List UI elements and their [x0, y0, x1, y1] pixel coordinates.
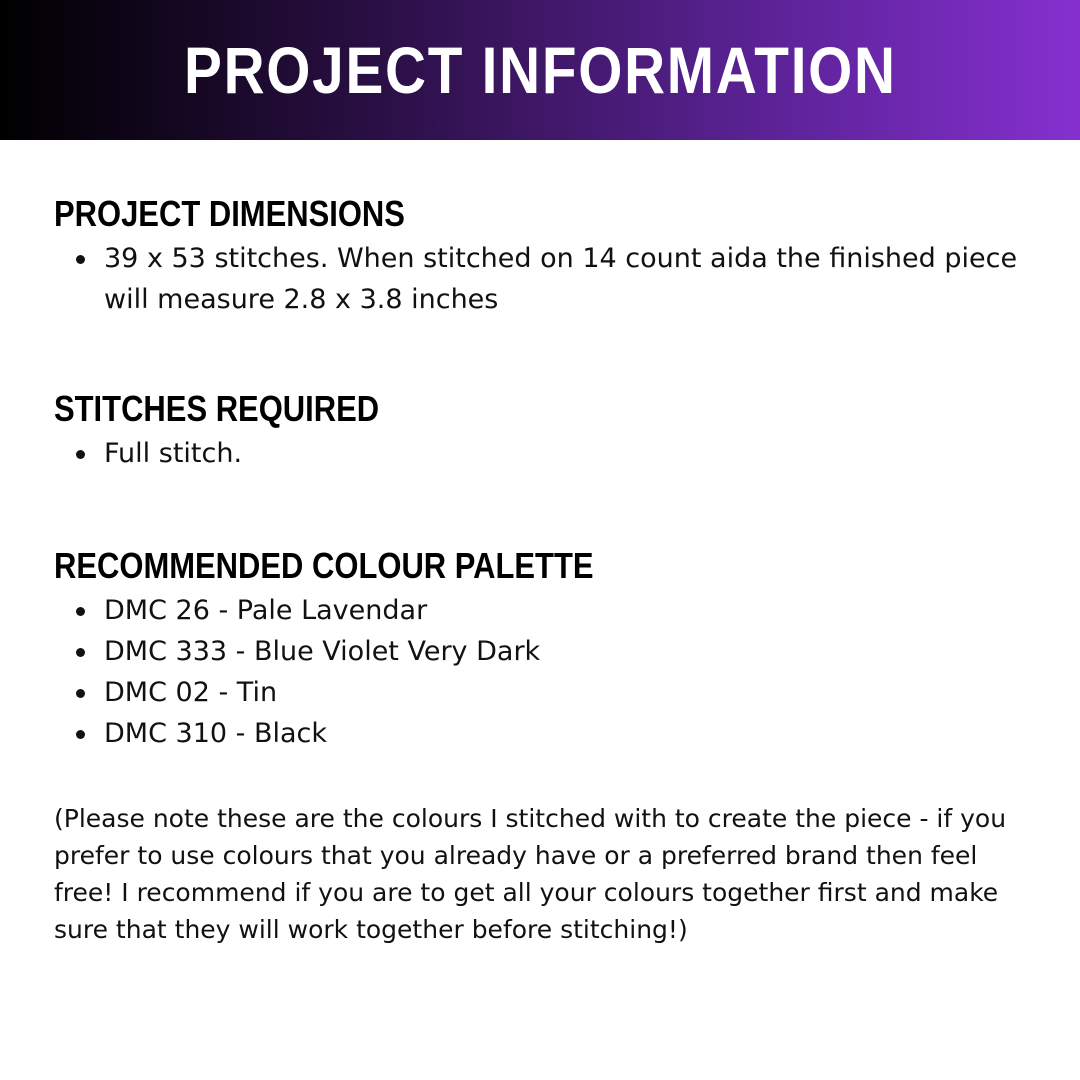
list-item: DMC 02 - Tin — [54, 672, 1034, 713]
list-item: Full stitch. — [54, 433, 1034, 474]
stitches-list — [54, 433, 1034, 474]
section-stitches-required — [54, 385, 1034, 474]
list-item: DMC 333 - Blue Violet Very Dark — [54, 631, 1034, 672]
colour-note: (Please note these are the colours I stitched with to create the piece - if you prefer to use colours that you already have or a preferred brand then feel free! I recommend if you are to get all your colours together first and make sure that they will work together before stitching!) — [54, 804, 1007, 944]
section-project-dimensions — [54, 190, 1034, 320]
header-banner — [0, 0, 1080, 140]
page-title: PROJECT INFORMATION — [183, 33, 897, 107]
list-item: 39 x 53 stitches. When stitched on 14 count aida the finished piece will measure 2.8 x 3.8 inches — [54, 238, 1034, 320]
list-item: DMC 26 - Pale Lavendar — [54, 590, 1034, 631]
section-colour-palette — [54, 542, 1034, 754]
main-content — [54, 190, 1034, 973]
dimensions-list — [54, 238, 1034, 320]
palette-list — [54, 590, 1034, 754]
section-heading-palette: RECOMMENDED COLOUR PALETTE — [54, 545, 594, 586]
section-heading-stitches: STITCHES REQUIRED — [54, 388, 380, 429]
section-heading-dimensions: PROJECT DIMENSIONS — [54, 193, 405, 234]
list-item: DMC 310 - Black — [54, 713, 1034, 754]
